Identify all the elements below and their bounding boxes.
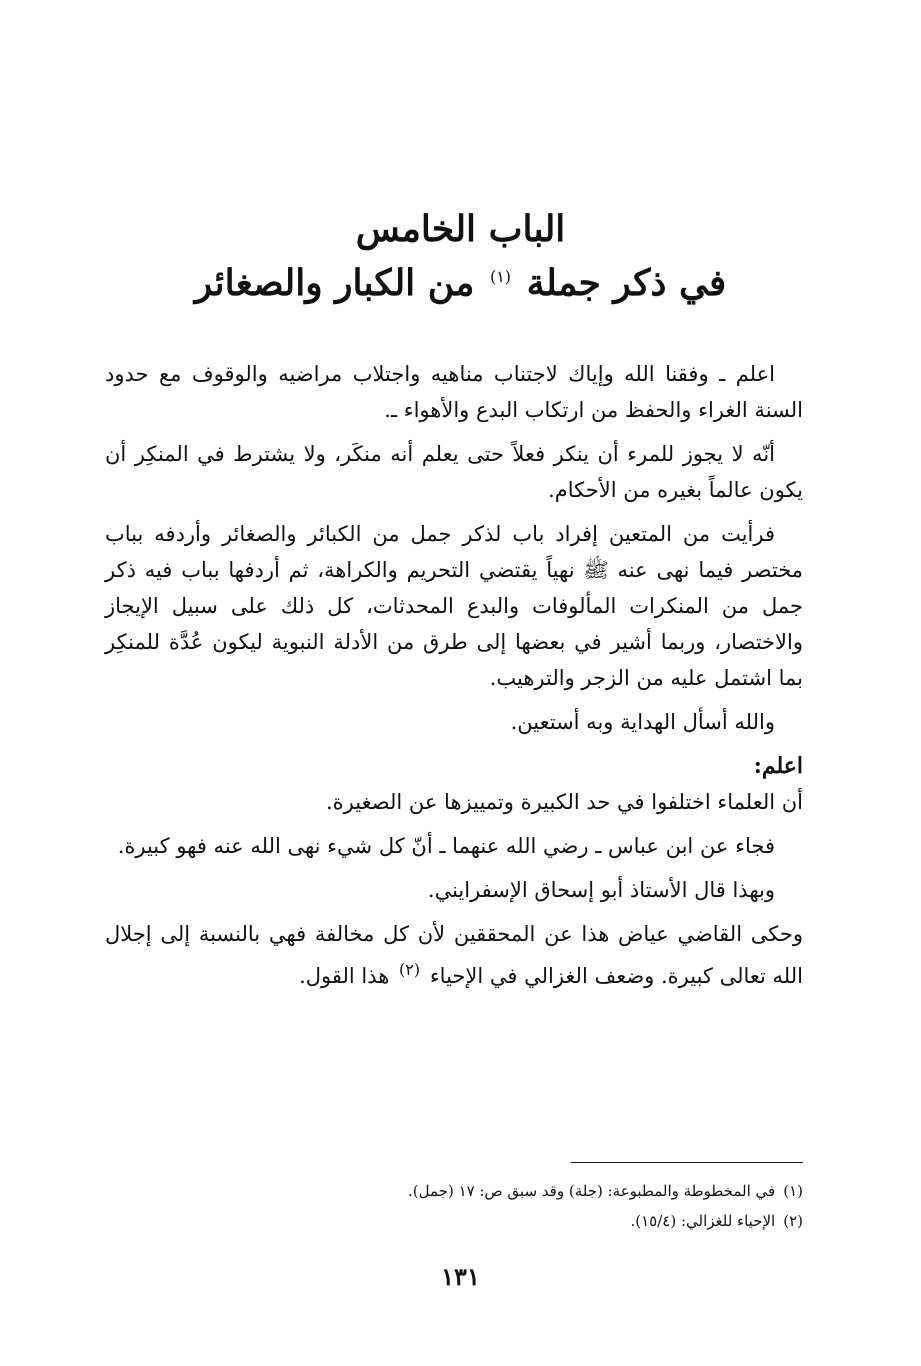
section-label: اعلم: [753, 753, 803, 779]
page-number: ١٣١ [441, 1262, 480, 1291]
footnote-1-text: في المخطوطة والمطبوعة: (جلة) وقد سبق ص: ١٧ (جمل). [408, 1182, 776, 1200]
paragraph-2: أنّه لا يجوز للمرء أن ينكر فعلاً حتى يعلم أنه منكَر، ولا يشترط في المنكِر أن يكون عالماً بغيره من الأحكام. [105, 442, 803, 502]
paragraph-7: وبهذا قال الأستاذ أبو إسحاق الإسفرايني. [427, 878, 775, 902]
chapter-title-text-after: من الكبار والصغائر [194, 262, 475, 304]
paragraph-6: فجاء عن ابن عباس ـ رضي الله عنهما ـ أنّ كل شيء نهى الله عنه فهو كبيرة. [117, 834, 775, 858]
footnote-1-number: (١) [783, 1182, 803, 1200]
footnote-divider [571, 1162, 803, 1163]
paragraph-5: أن العلماء اختلفوا في حد الكبيرة وتمييزها عن الصغيرة. [326, 790, 803, 814]
footnote-reference-2: (٢) [399, 960, 421, 979]
footnotes [105, 1176, 803, 1236]
paragraph-4: والله أسأل الهداية وبه أستعين. [510, 710, 775, 734]
chapter-number-heading [0, 208, 921, 251]
paragraph-8-text-after: هذا القول. [299, 964, 390, 988]
footnote-2-text: الإحياء للغزالي: (١٥/٤). [630, 1212, 776, 1230]
footnote-1 [105, 1176, 803, 1206]
chapter-number-text: الباب الخامس [355, 208, 566, 250]
paragraph-8-text-before: وحكى القاضي عياض هذا عن المحققين لأن كل مخالفة فهي بالنسبة إلى إجلال الله تعالى كبيرة. وضعف الغزالي في الإحياء [105, 922, 803, 988]
paragraph-1: اعلم ـ وفقنا الله وإياك لاجتناب مناهيه واجتلاب مراضيه والوقوف مع حدود السنة الغراء والحفظ من ارتكاب البدع والأهواء ـ. [105, 362, 803, 422]
chapter-title-text-before: في ذكر جملة [526, 262, 727, 304]
paragraph-8 [105, 916, 803, 994]
chapter-title-heading [0, 262, 921, 305]
paragraph-3: فرأيت من المتعين إفراد باب لذكر جمل من الكبائر والصغائر وأردفه بباب مختصر فيما نهى عنه ﷺ نهياً يقتضي التحريم والكراهة، ثم أردفها بباب فيه ذكر جمل من المنكرات المألوفات والبدع المحدثات، كل ذلك على سبيل الإيجاز والاختصار، وربما أشير في بعضها إلى طرق من الأدلة النبوية ليكون عُدَّة للمنكِر بما اشتمل عليه من الزجر والترهيب. [105, 522, 803, 690]
footnote-reference-1: (١) [489, 267, 512, 286]
footnote-2-number: (٢) [783, 1212, 803, 1230]
footnote-2 [105, 1206, 803, 1236]
main-text [105, 356, 803, 1002]
